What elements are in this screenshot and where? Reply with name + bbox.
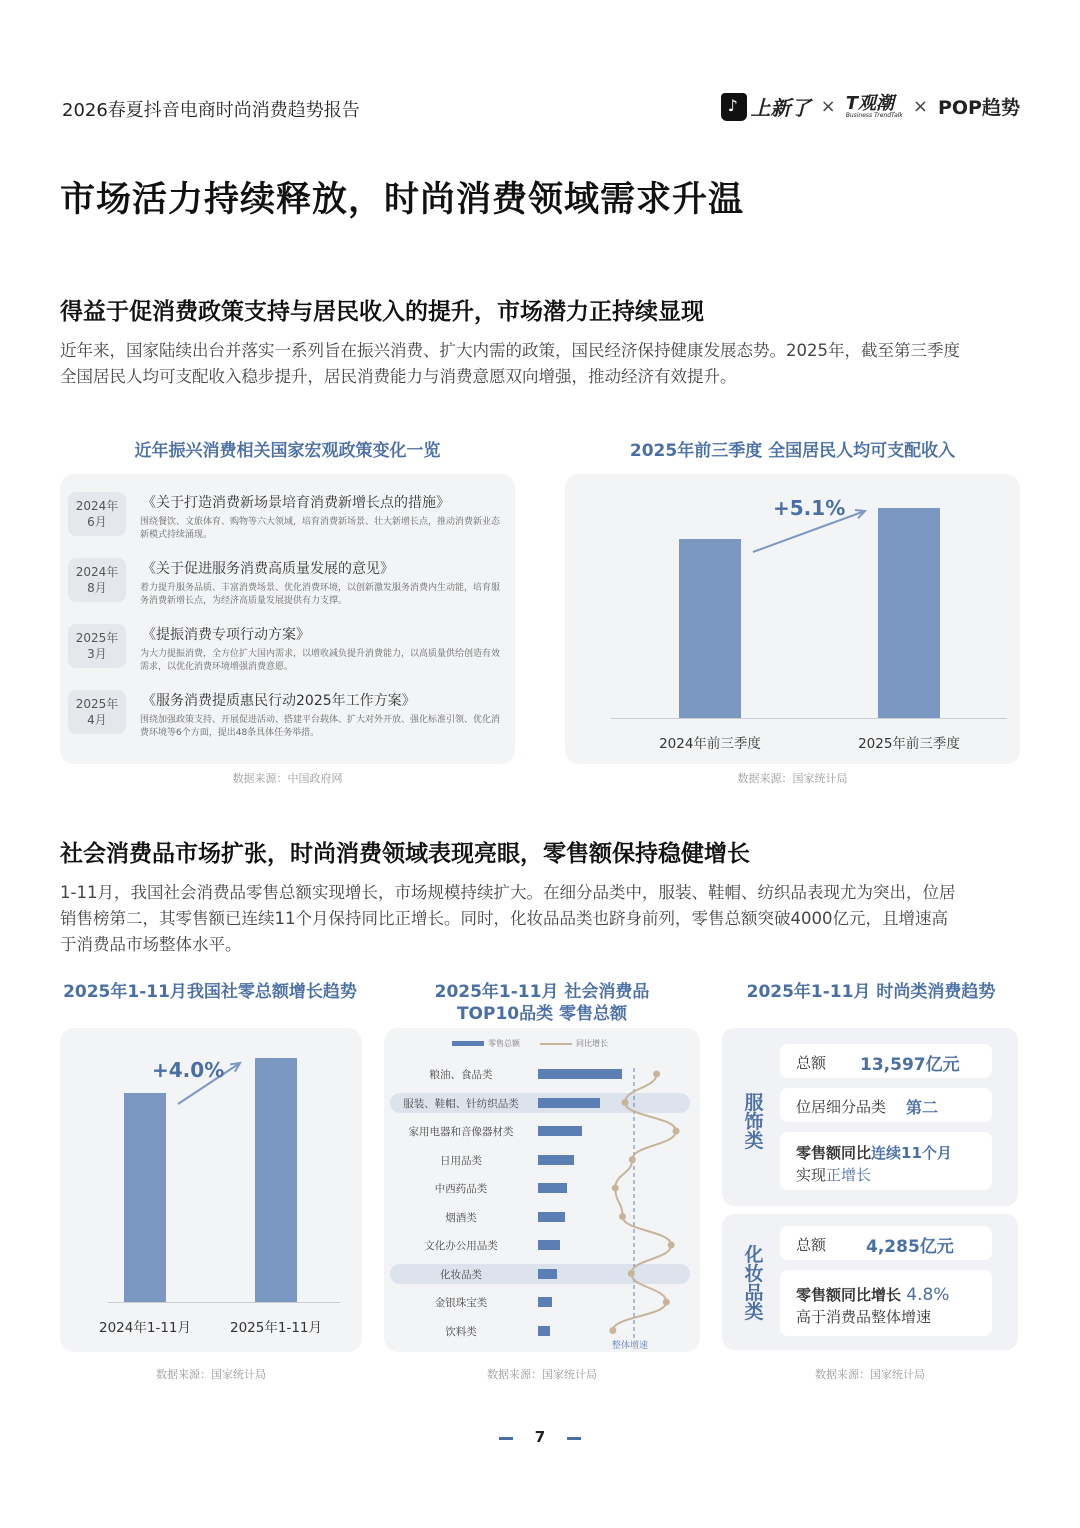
policy-name: 《提振消费专项行动方案》	[142, 627, 310, 643]
growth-point	[673, 1128, 680, 1135]
growth-point	[622, 1099, 629, 1106]
apparel-total-label: 总额	[796, 1054, 827, 1072]
category-label: 服装、鞋帽、针纺织品类	[403, 1097, 519, 1110]
page-number: 7	[534, 1428, 546, 1446]
income-chart-title: 2025年前三季度 全国居民人均可支配收入	[629, 441, 956, 461]
category-label: 金银珠宝类	[434, 1297, 488, 1309]
apparel-rank-label: 位居细分品类	[796, 1098, 887, 1116]
retail-chart-panel	[60, 1028, 362, 1352]
legend-line-label: 同比增长	[576, 1039, 608, 1048]
growth-label: +5.1%	[773, 496, 846, 520]
top10-chart-panel	[384, 1028, 700, 1352]
paragraph-line: 1-11月，我国社会消费品零售总额实现增长，市场规模持续扩大。在细分品类中，服装、鞋帽、纺织品表现尤为突出，位居	[60, 883, 956, 902]
growth-line	[613, 1074, 676, 1331]
growth-point	[629, 1156, 636, 1163]
legend-bar-label: 零售总额	[488, 1039, 520, 1048]
apparel-growth-box	[780, 1132, 992, 1190]
paragraph-line: 近年来，国家陆续出台并落实一系列旨在振兴消费、扩大内需的政策，国民经济保持健康发展态势。2025年，截至第三季度	[60, 341, 960, 360]
paragraph-line: 于消费品市场整体水平。	[60, 935, 242, 954]
policy-name: 《关于打造消费新场景培育消费新增长点的措施》	[142, 495, 450, 511]
brand-logo-guanchao	[845, 92, 903, 119]
paragraph-line: 全国居民人均可支配收入稳步提升，居民消费能力与消费意愿双向增强，推动经济有效提升。	[60, 367, 737, 386]
top10-chart	[384, 1028, 700, 1352]
income-source: 数据来源：国家统计局	[737, 772, 848, 785]
policy-item	[68, 690, 508, 748]
cosmetics-block	[722, 1214, 1018, 1350]
growth-label: +4.0%	[152, 1058, 225, 1082]
overall-growth-label: 整体增速	[612, 1341, 649, 1351]
brand-logo-pop: POP趋势	[937, 97, 1020, 119]
policy-panel	[60, 474, 515, 764]
apparel-growth-line1: 零售额同比连续11个月	[796, 1144, 952, 1162]
growth-point	[619, 1213, 626, 1220]
cosmetics-total-box	[780, 1226, 992, 1260]
fashion-source: 数据来源：国家统计局	[815, 1368, 925, 1381]
brand2-text: T观潮	[845, 92, 894, 114]
policy-date: 2025年 4月	[68, 690, 126, 734]
separator-x: ×	[820, 96, 836, 117]
section2-title: 社会消费品市场扩张，时尚消费领域表现亮眼，零售额保持稳健增长	[60, 841, 750, 867]
apparel-total-value: 13,597亿元	[860, 1055, 960, 1075]
x-tick-label: 2024年1-11月	[99, 1320, 191, 1336]
policy-name: 《关于促进服务消费高质量发展的意见》	[142, 561, 394, 577]
policy-item	[68, 624, 508, 682]
separator-x: ×	[912, 96, 928, 117]
growth-point	[628, 1270, 635, 1277]
section2-paragraph	[60, 880, 1022, 958]
x-tick-label: 2025年1-11月	[230, 1320, 322, 1336]
brand2-subtext: Business TrendTalk	[845, 111, 903, 119]
policy-item	[68, 492, 508, 550]
policy-date: 2025年 3月	[68, 624, 126, 668]
fashion-title: 2025年1-11月 时尚类消费趋势	[746, 982, 996, 1002]
policy-date: 2024年 8月	[68, 558, 126, 602]
growth-point	[612, 1185, 619, 1192]
cosmetics-total-value: 4,285亿元	[866, 1237, 954, 1257]
paragraph-line: 销售榜第二，其零售额已连续11个月保持同比正增长。同时，化妆品品类也跻身前列，零售总额突破4000亿元，且增速高	[60, 909, 948, 928]
category-label: 文化办公用品类	[424, 1240, 498, 1252]
apparel-block	[722, 1028, 1018, 1206]
page-title: 市场活力持续释放，时尚消费领域需求升温	[60, 180, 745, 220]
cosmetics-total-label: 总额	[796, 1236, 827, 1254]
apparel-rank-box	[780, 1088, 992, 1122]
category-label: 烟酒类	[445, 1211, 477, 1224]
x-tick-label: 2024年前三季度	[659, 736, 761, 752]
growth-point	[663, 1299, 670, 1306]
policy-item	[68, 558, 508, 616]
cosmetics-label: 化妆品类	[744, 1244, 764, 1323]
top10-title-line2: TOP10品类 零售总额	[456, 1004, 628, 1024]
category-label: 中西药品类	[434, 1183, 488, 1195]
category-label: 家用电器和音像器材类	[408, 1126, 514, 1138]
top10-source: 数据来源：国家统计局	[487, 1368, 597, 1381]
apparel-rank-value: 第二	[906, 1098, 939, 1117]
category-label: 饮料类	[445, 1325, 477, 1338]
douyin-bag-icon	[721, 93, 747, 121]
section1-paragraph	[60, 338, 1022, 390]
retail-source: 数据来源：国家统计局	[156, 1368, 266, 1381]
policy-desc: 着力提升服务品质、丰富消费场景、优化消费环境，以创新激发服务消费内生动能，培育服务消费新增长点，为经济高质量发展提供有力支撑。	[140, 583, 501, 606]
category-label: 日用品类	[440, 1154, 482, 1167]
section1-title: 得益于促消费政策支持与居民收入的提升，市场潜力正持续显现	[60, 299, 704, 325]
policy-date: 2024年 6月	[68, 492, 126, 536]
retail-chart-title: 2025年1-11月我国社零总额增长趋势	[63, 982, 357, 1002]
income-chart	[565, 474, 1020, 764]
top10-chart-title	[384, 981, 700, 1025]
brand-logos	[721, 92, 1020, 121]
policy-desc: 为大力提振消费，全方位扩大国内需求，以增收减负提升消费能力，以高质量供给创造有效需求，以优化消费环境增强消费意愿。	[140, 649, 501, 672]
retail-chart	[60, 1028, 362, 1352]
policy-panel-title: 近年振兴消费相关国家宏观政策变化一览	[134, 441, 441, 461]
income-chart-panel	[565, 474, 1020, 764]
policy-desc: 围绕加强政策支持、开展促进活动、搭建平台载体、扩大对外开放、强化标准引领、优化消费环境等6个方面，提出48条具体任务举措。	[140, 715, 501, 738]
policy-name: 《服务消费提质惠民行动2025年工作方案》	[142, 693, 416, 709]
category-label: 粮油、食品类	[429, 1069, 493, 1081]
x-tick-label: 2025年前三季度	[858, 736, 960, 752]
report-title: 2026春夏抖音电商时尚消费趋势报告	[62, 100, 360, 121]
brand-logo-shangxinle	[721, 92, 811, 121]
apparel-label: 服饰类	[744, 1092, 764, 1152]
category-label: 化妆品类	[440, 1268, 482, 1281]
cosmetics-growth-box	[780, 1270, 992, 1336]
top10-title-line1: 2025年1-11月 社会消费品	[434, 982, 650, 1002]
growth-point	[653, 1071, 660, 1078]
brand1-text: 上新了	[750, 96, 811, 120]
apparel-total-box	[780, 1044, 992, 1078]
cosmetics-growth-note: 高于消费品整体增速	[796, 1308, 932, 1326]
page-dash-right	[567, 1437, 581, 1440]
policy-desc: 围绕餐饮、文旅体育、购物等六大领域，培育消费新场景、壮大新增长点，推动消费新业态新模式持续涌现。	[140, 517, 501, 540]
growth-line-chart	[384, 1028, 700, 1352]
cosmetics-growth-line1: 零售额同比增长 4.8%	[796, 1285, 950, 1305]
policy-source: 数据来源：中国政府网	[232, 772, 343, 785]
growth-point	[668, 1242, 675, 1249]
apparel-growth-line2: 实现正增长	[796, 1166, 872, 1184]
growth-point	[609, 1327, 616, 1334]
